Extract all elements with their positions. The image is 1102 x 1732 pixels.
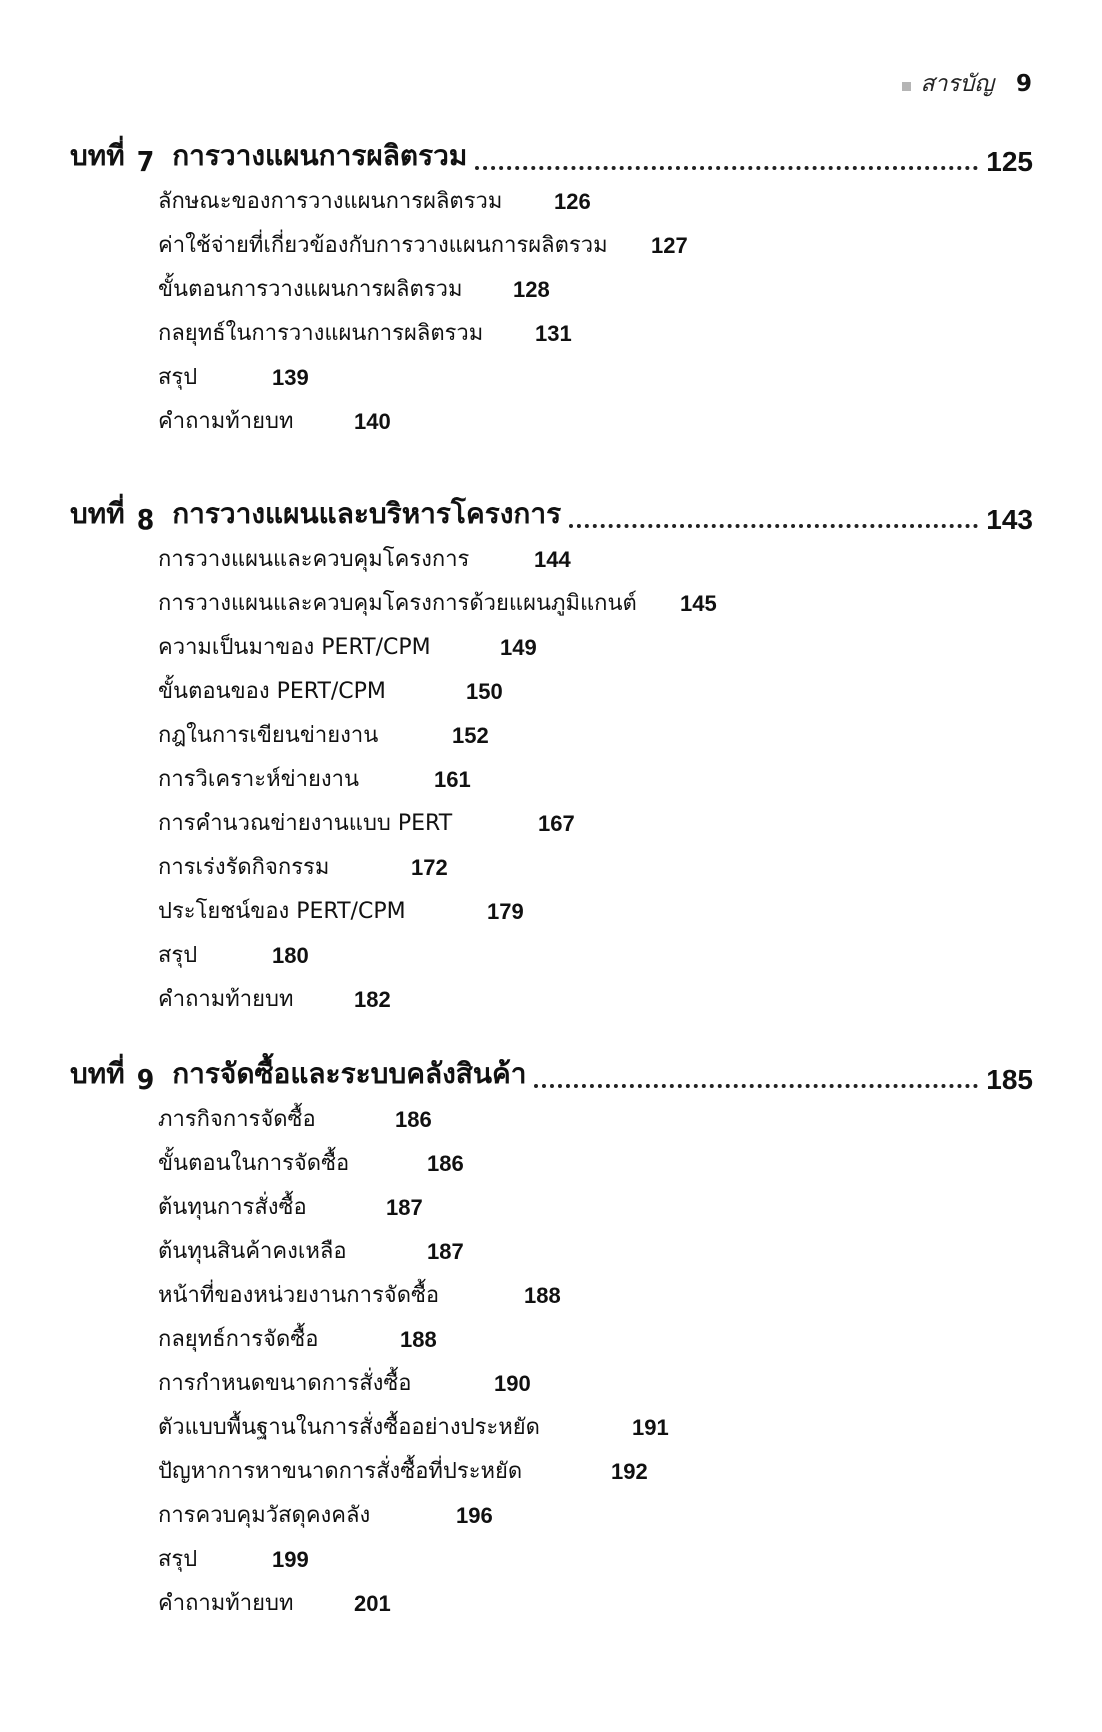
entry-page: 131 [535, 321, 572, 346]
entry-title: ค่าใช้จ่ายที่เกี่ยวข้องกับการวางแผนการผลิตรวม [158, 233, 608, 258]
entry-page: 191 [632, 1415, 669, 1440]
entry-title: ประโยชน์ของ PERT/CPM [158, 899, 406, 924]
chapter-heading[interactable] [70, 138, 1033, 178]
entry-title: การควบคุมวัสดุคงคลัง [158, 1503, 371, 1528]
entry-page: 186 [427, 1151, 464, 1176]
chapter-label: บทที่ [70, 139, 125, 172]
toc-entry[interactable] [158, 1362, 1033, 1406]
header-title: สารบัญ [920, 71, 994, 97]
entry-page: 167 [538, 811, 575, 836]
entry-page: 139 [272, 365, 309, 390]
dot-leader [534, 1084, 978, 1088]
toc-entry[interactable] [158, 582, 1033, 626]
toc-entry[interactable] [158, 670, 1033, 714]
header-title-group [902, 66, 994, 102]
entry-title: หน้าที่ของหน่วยงานการจัดซื้อ [158, 1283, 440, 1308]
entry-title: การกำหนดขนาดการสั่งซื้อ [158, 1371, 412, 1396]
entry-title: ขั้นตอนการวางแผนการผลิตรวม [158, 277, 463, 302]
toc-entry[interactable] [158, 400, 1033, 444]
toc-entry[interactable] [158, 758, 1033, 802]
toc-entry[interactable] [158, 846, 1033, 890]
entry-title: คำถามท้ายบท [158, 409, 294, 434]
toc-entry[interactable] [158, 1186, 1033, 1230]
entry-title: ต้นทุนสินค้าคงเหลือ [158, 1239, 347, 1264]
chapter-page: 185 [986, 1064, 1033, 1095]
entry-page: 149 [500, 635, 537, 660]
entry-title: ขั้นตอนของ PERT/CPM [158, 679, 386, 704]
entry-title: ปัญหาการหาขนาดการสั่งซื้อที่ประหยัด [158, 1459, 523, 1484]
entry-title: สรุป [158, 365, 198, 390]
entry-page: 128 [513, 277, 550, 302]
entry-page: 144 [534, 547, 571, 572]
entry-title: การวิเคราะห์ข่ายงาน [158, 767, 359, 792]
entry-title: กลยุทธ์การจัดซื้อ [158, 1327, 319, 1352]
chapter-9 [70, 1056, 1033, 1626]
entry-page: 199 [272, 1547, 309, 1572]
entry-title: กฎในการเขียนข่ายงาน [158, 723, 379, 748]
toc-entry[interactable] [158, 1538, 1033, 1582]
entry-page: 150 [466, 679, 503, 704]
chapter-title: การจัดซื้อและระบบคลังสินค้า [172, 1057, 527, 1090]
chapter-8 [70, 496, 1033, 1022]
toc-entry[interactable] [158, 268, 1033, 312]
toc-entry[interactable] [158, 1582, 1033, 1626]
toc-entry[interactable] [158, 1098, 1033, 1142]
entry-page: 187 [386, 1195, 423, 1220]
chapter-number: 8 [136, 503, 155, 536]
entry-title: ลักษณะของการวางแผนการผลิตรวม [158, 189, 503, 214]
toc-entry[interactable] [158, 356, 1033, 400]
toc-entry[interactable] [158, 802, 1033, 846]
chapter-title: การวางแผนการผลิตรวม [172, 139, 468, 172]
entry-page: 182 [354, 987, 391, 1012]
toc-entry[interactable] [158, 538, 1033, 582]
chapter-number: 9 [136, 1063, 155, 1096]
toc-entry[interactable] [158, 1318, 1033, 1362]
toc-entry[interactable] [158, 1274, 1033, 1318]
chapter-heading[interactable] [70, 496, 1033, 536]
entry-title: การคำนวณข่ายงานแบบ PERT [158, 811, 453, 836]
toc-entry[interactable] [158, 714, 1033, 758]
dot-leader [569, 524, 978, 528]
chapter-page: 143 [986, 504, 1033, 535]
entry-title: ความเป็นมาของ PERT/CPM [158, 635, 431, 660]
toc-entry[interactable] [158, 934, 1033, 978]
entry-title: การเร่งรัดกิจกรรม [158, 855, 330, 880]
entry-page: 140 [354, 409, 391, 434]
toc-entry[interactable] [158, 890, 1033, 934]
square-bullet-icon [902, 82, 911, 91]
entry-page: 190 [494, 1371, 531, 1396]
toc-entry[interactable] [158, 224, 1033, 268]
entry-page: 145 [680, 591, 717, 616]
entry-title: ตัวแบบพื้นฐานในการสั่งซื้ออย่างประหยัด [158, 1415, 540, 1440]
entry-title: สรุป [158, 943, 198, 968]
entry-title: ภารกิจการจัดซื้อ [158, 1107, 316, 1132]
toc-entry[interactable] [158, 978, 1033, 1022]
chapter-number: 7 [136, 145, 155, 178]
section-list [70, 538, 1033, 1022]
section-list [70, 180, 1033, 444]
page-number: 9 [1015, 71, 1032, 97]
toc-entry[interactable] [158, 180, 1033, 224]
entry-page: 192 [611, 1459, 648, 1484]
entry-title: กลยุทธ์ในการวางแผนการผลิตรวม [158, 321, 484, 346]
entry-page: 201 [354, 1591, 391, 1616]
chapter-page: 125 [986, 146, 1033, 177]
toc-entry[interactable] [158, 1142, 1033, 1186]
entry-page: 186 [395, 1107, 432, 1132]
running-header [902, 66, 1032, 102]
entry-title: สรุป [158, 1547, 198, 1572]
entry-title: ต้นทุนการสั่งซื้อ [158, 1195, 307, 1220]
toc-entry[interactable] [158, 626, 1033, 670]
entry-page: 188 [400, 1327, 437, 1352]
section-list [70, 1098, 1033, 1626]
entry-title: ขั้นตอนในการจัดซื้อ [158, 1151, 350, 1176]
toc-entry[interactable] [158, 312, 1033, 356]
entry-title: การวางแผนและควบคุมโครงการด้วยแผนภูมิแกนต์ [158, 591, 637, 616]
entry-page: 127 [651, 233, 688, 258]
chapter-label: บทที่ [70, 1057, 125, 1090]
entry-page: 161 [434, 767, 471, 792]
entry-page: 172 [411, 855, 448, 880]
toc-entry[interactable] [158, 1406, 1033, 1450]
entry-page: 187 [427, 1239, 464, 1264]
entry-page: 126 [554, 189, 591, 214]
chapter-7 [70, 138, 1033, 444]
chapter-title: การวางแผนและบริหารโครงการ [172, 497, 562, 530]
toc-entry[interactable] [158, 1450, 1033, 1494]
entry-title: การวางแผนและควบคุมโครงการ [158, 547, 470, 572]
chapter-label: บทที่ [70, 497, 125, 530]
toc-entry[interactable] [158, 1230, 1033, 1274]
entry-title: คำถามท้ายบท [158, 987, 294, 1012]
entry-page: 196 [456, 1503, 493, 1528]
chapter-heading[interactable] [70, 1056, 1033, 1096]
toc-entry[interactable] [158, 1494, 1033, 1538]
entry-page: 152 [452, 723, 489, 748]
entry-page: 188 [524, 1283, 561, 1308]
entry-title: คำถามท้ายบท [158, 1591, 294, 1616]
dot-leader [475, 166, 978, 170]
entry-page: 179 [487, 899, 524, 924]
entry-page: 180 [272, 943, 309, 968]
